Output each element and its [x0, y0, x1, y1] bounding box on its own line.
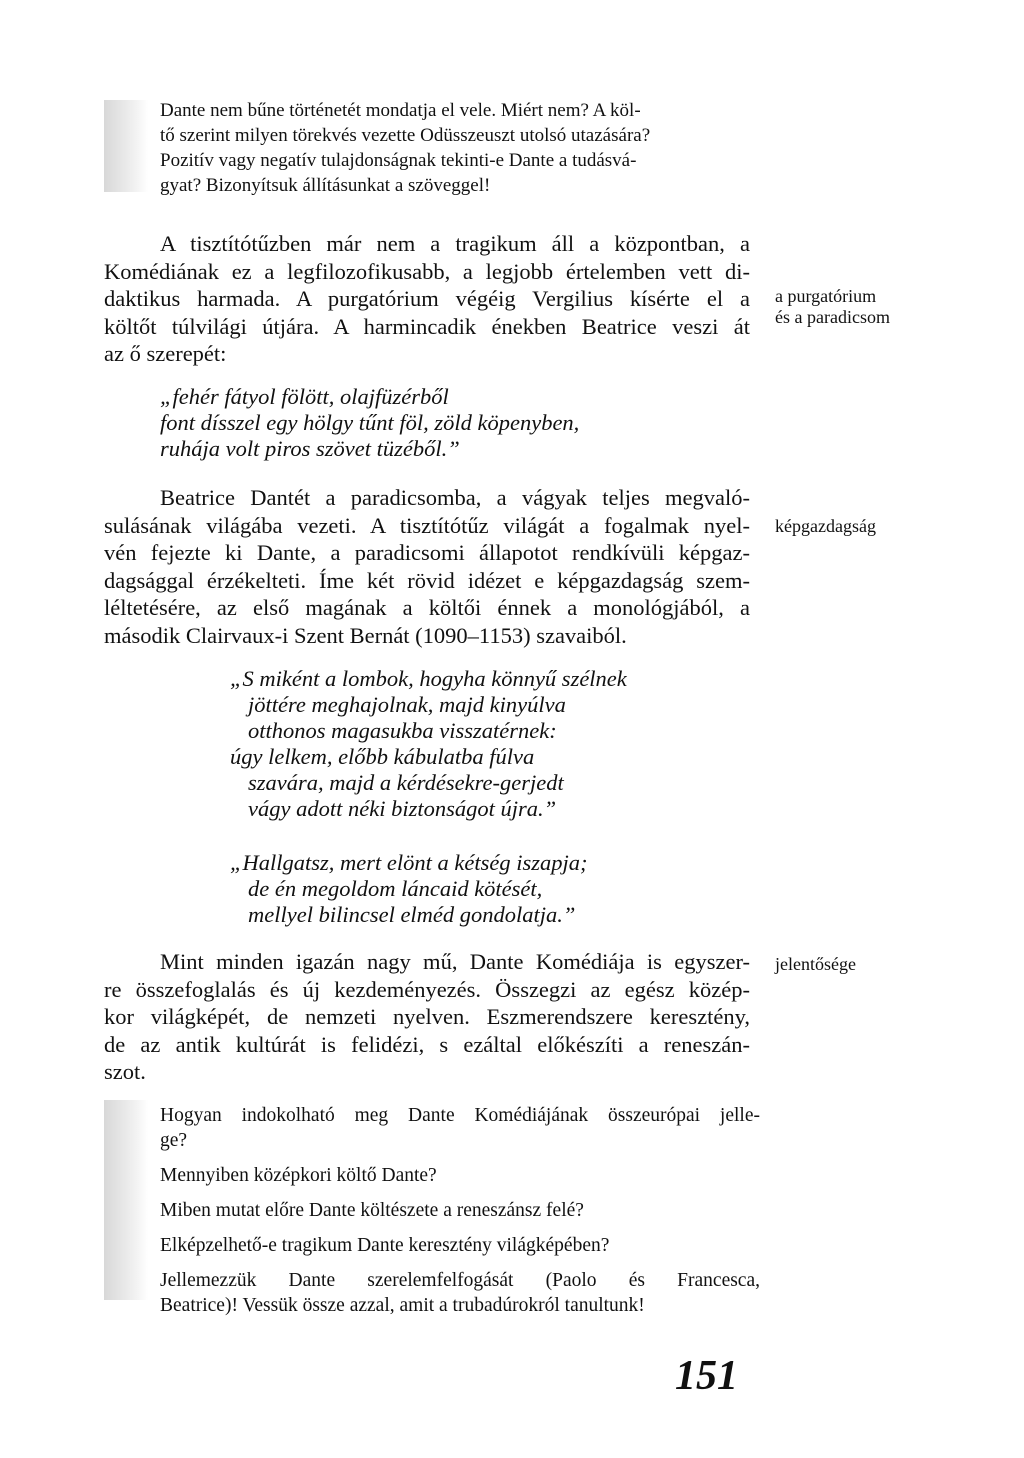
quote-line: „fehér fátyol fölött, olajfüzérből — [160, 384, 449, 409]
quote-line: „Hallgatsz, mert elönt a kétség iszapja; — [230, 850, 588, 875]
question-line: Dante nem bűne történetét mondatja el vele. Miért nem? A köl- — [160, 100, 641, 121]
page-number: 151 — [675, 1353, 738, 1399]
question-line: Beatrice)! Vessük össze azzal, amit a trubadúrokról tanultunk! — [160, 1295, 645, 1316]
margin-note-line: a purgatórium — [775, 286, 877, 306]
question-item — [160, 1103, 760, 1153]
quote-line: ruhája volt piros szövet tüzéből.” — [160, 436, 460, 461]
paragraph-line: léltetésére, az első magának a költői énnek a monológjából, a — [104, 595, 750, 620]
paragraph-line: daktikus harmada. A purgatórium végéig Vergilius kísérte el a — [104, 286, 750, 311]
quote-line: jöttére meghajolnak, majd kinyúlva — [248, 692, 566, 717]
question-line: Hogyan indokolható meg Dante Komédiájának összeurópai jelle- — [160, 1105, 760, 1126]
question-item: Miben mutat előre Dante költészete a reneszánsz felé? — [160, 1200, 584, 1221]
margin-note-line: képgazdagság — [775, 516, 876, 536]
margin-note-imagery — [775, 516, 876, 537]
quote-bernard — [230, 850, 587, 928]
quote-beatrice — [160, 384, 579, 462]
paragraph-line: dagsággal érzékelteti. Íme két rövid idézet e képgazdagság szem- — [104, 567, 750, 593]
paragraph-line: szot. — [104, 1059, 146, 1084]
paragraph-line: második Clairvaux-i Szent Bernát (1090–1153) szavaiból. — [104, 622, 627, 648]
question-line: ge? — [160, 1130, 188, 1151]
paragraph-line: Komédiának ez a legfilozofikusabb, a legjobb értelemben vett di- — [104, 258, 750, 284]
paragraph-line: re összefoglalás és új kezdeményezés. Összegzi az egész közép- — [104, 976, 750, 1002]
question-line: tő szerint milyen törekvés vezette Odüsszeuszt utolsó utazására? — [160, 125, 651, 146]
quote-line: mellyel bilincsel elméd gondolatja.” — [248, 902, 576, 927]
margin-note-significance — [775, 954, 856, 975]
quote-line: szavára, majd a kérdésekre-gerjedt — [248, 770, 564, 795]
quote-line: vágy adott néki biztonságot újra.” — [248, 796, 557, 821]
question-marker-top — [104, 100, 148, 192]
margin-note-line: jelentősége — [775, 954, 856, 974]
paragraph-line: de az antik kultúrát is felidézi, s ezáltal előkészíti a reneszán- — [104, 1031, 750, 1057]
question-marker-bottom — [104, 1100, 148, 1300]
paragraph-purgatory — [104, 230, 750, 368]
question-line: gyat? Bizonyítsuk állításunkat a szöveggel! — [160, 175, 491, 196]
paragraph-line: kor világképét, de nemzeti nyelven. Eszmerendszere keresztény, — [104, 1004, 750, 1029]
paragraph-line: A tisztítótűzben már nem a tragikum áll a központban, a — [160, 231, 750, 256]
margin-note-purgatory — [775, 286, 890, 328]
paragraph-significance — [104, 948, 750, 1086]
bottom-questions — [160, 1103, 760, 1328]
quote-line: úgy lelkem, előbb kábulatba fúlva — [230, 744, 535, 769]
quote-line: otthonos magasukba visszatérnek: — [248, 718, 557, 743]
question-line: Jellemezzük Dante szerelemfelfogását (Paolo és Francesca, — [160, 1270, 760, 1291]
paragraph-line: Mint minden igazán nagy mű, Dante Komédiája is egyszer- — [160, 949, 750, 974]
quote-line: de én megoldom láncaid kötését, — [248, 876, 543, 901]
paragraph-line: Beatrice Dantét a paradicsomba, a vágyak teljes megvaló- — [160, 485, 750, 510]
top-questions — [160, 98, 760, 198]
quote-line: „S miként a lombok, hogyha könnyű szélnek — [230, 666, 627, 691]
quote-line: font dísszel egy hölgy tűnt föl, zöld köpenyben, — [160, 410, 580, 435]
paragraph-line: sulásának világába vezeti. A tisztítótűz világát a fogalmak nyel- — [104, 512, 750, 538]
paragraph-line: költőt túlvilági útjára. A harmincadik énekben Beatrice veszi át — [104, 313, 750, 339]
paragraph-line: vén fejezte ki Dante, a paradicsomi állapotot rendkívüli képgaz- — [104, 540, 750, 565]
paragraph-line: az ő szerepét: — [104, 341, 227, 366]
margin-note-line: és a paradicsom — [775, 307, 890, 327]
quote-leaves — [230, 666, 627, 822]
question-item — [160, 1268, 760, 1318]
question-line: Pozitív vagy negatív tulajdonságnak tekinti-e Dante a tudásvá- — [160, 150, 637, 171]
paragraph-paradise — [104, 484, 750, 649]
question-item: Mennyiben középkori költő Dante? — [160, 1165, 437, 1186]
question-item: Elképzelhető-e tragikum Dante keresztény világképében? — [160, 1235, 610, 1256]
